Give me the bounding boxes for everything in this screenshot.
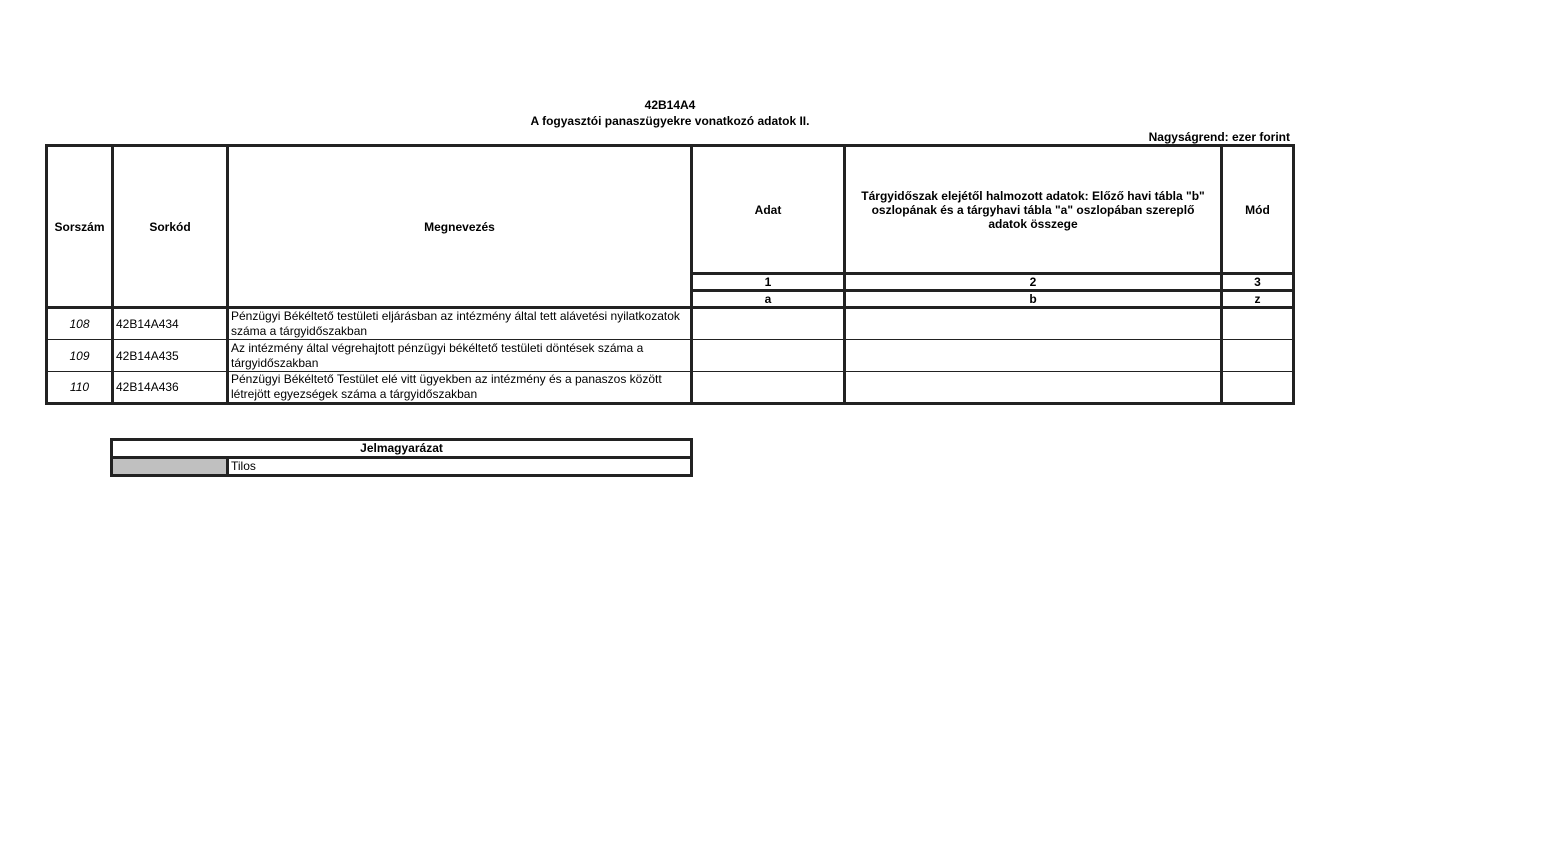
row-sorkod: 42B14A435 [113,340,228,372]
row-megnevezes: Az intézmény által végrehajtott pénzügyi békéltető testületi döntések száma a tárgyidőszakban [228,340,692,372]
col-header-mod: Mód [1222,146,1294,274]
row-sorkod: 42B14A436 [113,372,228,404]
row-sorszam: 109 [47,340,113,372]
col-letter: z [1222,291,1294,308]
col-number: 3 [1222,274,1294,291]
form-code: 42B14A4 [644,98,696,112]
col-header-sorkod: Sorkód [113,146,228,308]
legend-swatch-tilos [112,458,228,476]
cell-mod[interactable] [1222,372,1294,404]
col-header-sorszam: Sorszám [47,146,113,308]
row-sorszam: 108 [47,308,113,340]
col-number: 2 [845,274,1222,291]
unit-label: Nagyságrend: ezer forint [1148,130,1290,144]
cell-mod[interactable] [1222,308,1294,340]
col-header-halmozott: Tárgyidőszak elejétől halmozott adatok: Előző havi tábla "b" oszlopának és a tárgyhavi tábla "a" oszlopában szereplő adatok összege [845,146,1222,274]
cell-halmozott[interactable] [845,340,1222,372]
col-letter: b [845,291,1222,308]
legend-title: Jelmagyarázat [112,440,692,458]
row-megnevezes: Pénzügyi Békéltető Testület elé vitt ügyekben az intézmény és a panaszos között létrejött egyezségek száma a tárgyidőszakban [228,372,692,404]
data-table [45,144,1295,405]
cell-adat[interactable] [692,308,845,340]
legend-label-tilos: Tilos [228,458,692,476]
col-header-adat: Adat [692,146,845,274]
table-row [47,308,1294,340]
cell-adat[interactable] [692,372,845,404]
row-megnevezes: Pénzügyi Békéltető testületi eljárásban az intézmény által tett alávetési nyilatkozatok száma a tárgyidőszakban [228,308,692,340]
table-row [47,340,1294,372]
table-row [47,372,1294,404]
col-letter: a [692,291,845,308]
cell-halmozott[interactable] [845,308,1222,340]
cell-adat[interactable] [692,340,845,372]
row-sorkod: 42B14A434 [113,308,228,340]
col-header-megnevezes: Megnevezés [228,146,692,308]
col-number: 1 [692,274,845,291]
cell-halmozott[interactable] [845,372,1222,404]
row-sorszam: 110 [47,372,113,404]
form-title: A fogyasztói panaszügyekre vonatkozó adatok II. [530,114,810,128]
legend-table [110,438,693,477]
cell-mod[interactable] [1222,340,1294,372]
